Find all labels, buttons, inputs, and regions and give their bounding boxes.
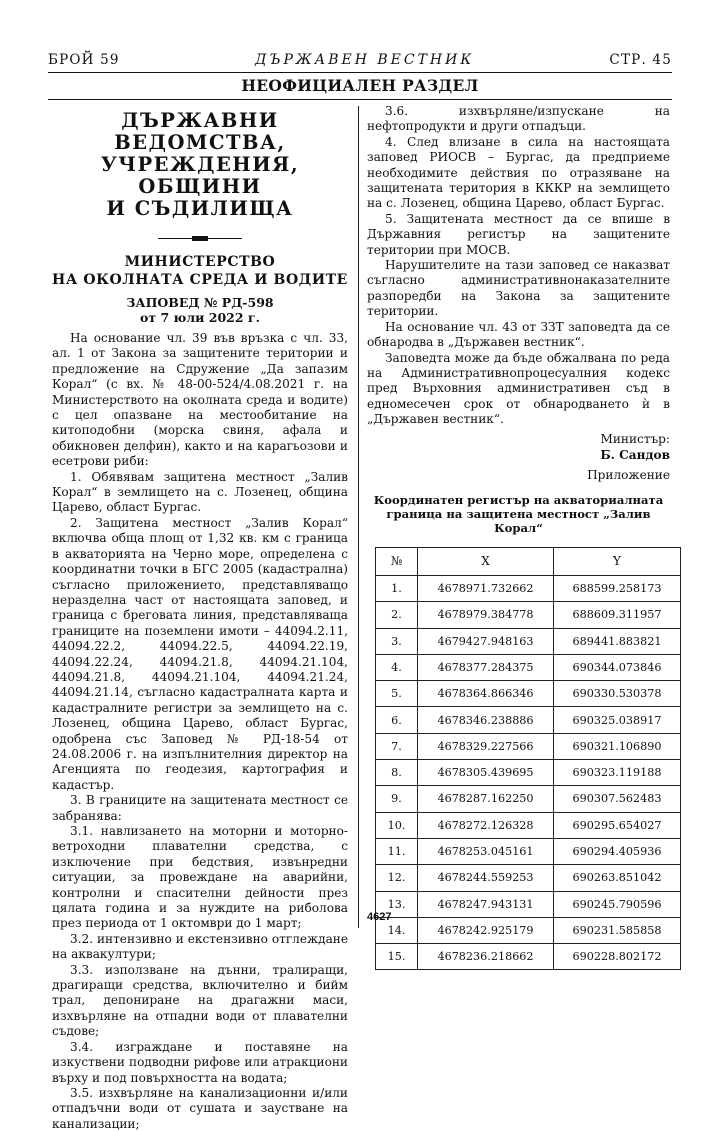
header-x: X — [418, 547, 554, 575]
coordinates-table — [375, 547, 681, 970]
header-number: № — [376, 547, 418, 575]
cell-y: 690228.802172 — [554, 944, 681, 970]
section-rule — [48, 99, 672, 100]
cell-x: 4679427.948163 — [418, 628, 554, 654]
cell-y: 690294.405936 — [554, 838, 681, 864]
table-row — [376, 707, 681, 733]
table-row — [376, 654, 681, 680]
cell-x: 4678244.559253 — [418, 865, 554, 891]
ministry-name: МИНИСТЕРСТВО НА ОКОЛНАТА СРЕДА И ВОДИТЕ — [52, 254, 348, 288]
order-title: ЗАПОВЕД № РД-598 от 7 юли 2022 г. — [126, 295, 274, 325]
section-title: НЕОФИЦИАЛЕН РАЗДЕЛ — [241, 76, 479, 95]
paragraph: 2. Защитена местност „Залив Корал“ включва обща площ от 1,32 кв. км с граница в акваторията на Черно море, определена с координатни точки в БГС 2005 (кадастрална) съгласно приложението, представляващо неразделна част от настоящата заповед, и граница с бреговата линия, представляваща границите на поземлени имоти – 44094.2.11, 44094.22.2, 44094.22.5, 44094.22.19, 44094.22.24, 44094.21.8, 44094.21.104, 44094.21.8, 44094.21.104, 44094.21.24, 44094.21.14, съгласно кадастралната карта и кадастралните регистри за землището на с. Лозенец, община Царево, област Бургас, одобрена със Заповед № РД-18-54 от 24.08.2006 г. на изпълнителния директор на Агенцията по геодезия, картография и кадастър. — [52, 515, 348, 792]
cell-number: 7. — [376, 733, 418, 759]
paragraph: 3.3. използване на дънни, тралиращи, драгиращи средства, включително и бийм трал, депониране на драгажни маси, изхвърляне на отпадни води от плавателни съдове; — [52, 962, 348, 1039]
running-header — [48, 50, 672, 70]
left-column — [52, 108, 348, 1132]
table-row — [376, 865, 681, 891]
cell-number: 5. — [376, 681, 418, 707]
table-row — [376, 944, 681, 970]
cell-y: 688609.311957 — [554, 602, 681, 628]
cell-number: 13. — [376, 891, 418, 917]
table-row — [376, 917, 681, 943]
paragraph: 5. Защитената местност да се впише в Държавния регистър на защитените територии при МОСВ. — [367, 211, 670, 257]
table-row — [376, 786, 681, 812]
cell-y: 688599.258173 — [554, 575, 681, 601]
signature-title: Министър: — [600, 431, 670, 446]
cell-x: 4678247.943131 — [418, 891, 554, 917]
table-row — [376, 812, 681, 838]
cell-x: 4678272.126328 — [418, 812, 554, 838]
cell-y: 690245.790596 — [554, 891, 681, 917]
cell-y: 690307.562483 — [554, 786, 681, 812]
cell-number: 8. — [376, 760, 418, 786]
table-header-row — [376, 547, 681, 575]
table-row — [376, 838, 681, 864]
paragraph: 1. Обявявам защитена местност „Залив Корал“ в землището на с. Лозенец, община Царево, област Бургас. — [52, 469, 348, 515]
cell-x: 4678287.162250 — [418, 786, 554, 812]
cell-number: 12. — [376, 865, 418, 891]
signature-name: Б. Сандов — [600, 447, 670, 462]
cell-number: 3. — [376, 628, 418, 654]
page-number: 4627 — [367, 911, 392, 923]
cell-x: 4678242.925179 — [418, 917, 554, 943]
cell-x: 4678364.866346 — [418, 681, 554, 707]
table-row — [376, 628, 681, 654]
paragraph: 3.6. изхвърляне/изпускане на нефтопродукти и други отпадъци. — [367, 104, 670, 134]
paragraph: 3.2. интензивно и екстензивно отглеждане на аквакултури; — [52, 931, 348, 962]
table-row — [376, 575, 681, 601]
header-y: Y — [554, 547, 681, 575]
cell-y: 690321.106890 — [554, 733, 681, 759]
table-row — [376, 602, 681, 628]
cell-y: 690323.119188 — [554, 760, 681, 786]
cell-number: 6. — [376, 707, 418, 733]
cell-y: 690231.585858 — [554, 917, 681, 943]
cell-x: 4678377.284375 — [418, 654, 554, 680]
cell-x: 4678253.045161 — [418, 838, 554, 864]
paragraph: 3. В границите на защитената местност се забранява: — [52, 793, 348, 823]
header-rule — [48, 72, 672, 73]
cell-y: 690263.851042 — [554, 865, 681, 891]
table-row — [376, 891, 681, 917]
cell-y: 690344.073846 — [554, 654, 681, 680]
paragraph: 3.1. навлизането на моторни и моторно-ветроходни плавателни средства, с изключение при бедствия, извънредни ситуации, за провеждане на аварийни, контролни и спасителни дейности през цялата година и за нуждите на риболова през периода от 1 октомври до 1 март; — [52, 824, 348, 931]
paragraph: Нарушителите на тази заповед се наказват съгласно административнонаказателните разпоредби на Закона за защитените територии. — [367, 258, 670, 319]
cell-number: 2. — [376, 602, 418, 628]
cell-number: 4. — [376, 654, 418, 680]
section-heading: ДЪРЖАВНИ ВЕДОМСТВА, УЧРЕЖДЕНИЯ, ОБЩИНИ И СЪДИЛИЩА — [100, 109, 300, 220]
cell-number: 11. — [376, 838, 418, 864]
paragraph: На основание чл. 43 от ЗЗТ заповедта да се обнародва в „Държавен вестник“. — [367, 319, 670, 350]
cell-number: 15. — [376, 944, 418, 970]
cell-number: 1. — [376, 575, 418, 601]
cell-x: 4678329.227566 — [418, 733, 554, 759]
cell-x: 4678346.238886 — [418, 707, 554, 733]
cell-y: 690330.530378 — [554, 681, 681, 707]
ornament-divider — [52, 236, 348, 241]
cell-number: 9. — [376, 786, 418, 812]
cell-y: 689441.883821 — [554, 628, 681, 654]
paragraph: 4. След влизане в сила на настоящата заповед РИОСВ – Бургас, да предприеме необходимите действия по отразяване на защитената територия в КККР на землището на с. Лозенец, община Царево, област Бургас. — [367, 134, 670, 211]
cell-x: 4678979.384778 — [418, 602, 554, 628]
appendix-label: Приложение — [587, 467, 670, 482]
cell-x: 4678236.218662 — [418, 944, 554, 970]
newspaper-title: ДЪРЖАВЕН ВЕСТНИК — [254, 52, 475, 68]
paragraph: 3.4. изграждане и поставяне на изкуствени подводни рифове или атракциони върху и под повърхността на водата; — [52, 1039, 348, 1085]
cell-x: 4678971.732662 — [418, 575, 554, 601]
cell-y: 690325.038917 — [554, 707, 681, 733]
column-divider — [358, 106, 359, 928]
table-row — [376, 733, 681, 759]
paragraph: Заповедта може да бъде обжалвана по реда на Административнопроцесуалния кодекс пред Върховния административен съд в едномесечен срок от обнародването ѝ в „Държавен вестник“. — [367, 350, 670, 427]
cell-y: 690295.654027 — [554, 812, 681, 838]
cell-number: 10. — [376, 812, 418, 838]
table-row — [376, 681, 681, 707]
cell-x: 4678305.439695 — [418, 760, 554, 786]
table-row — [376, 760, 681, 786]
right-column — [367, 104, 670, 970]
paragraph: 3.5. изхвърляне на канализационни и/или отпадъчни води от сушата и заустване на канализации; — [52, 1085, 348, 1131]
cell-number: 14. — [376, 917, 418, 943]
table-title: Координатен регистър на акваториалната граница на защитена местност „Залив Корал“ — [373, 492, 664, 535]
paragraph: На основание чл. 39 във връзка с чл. 33, ал. 1 от Закона за защитените територии и предложение на Сдружение „Да запазим Корал“ (с вх. № 48-00-524/4.08.2021 г. на Министерството на околната среда и водите) с цел опазване на местообитание на китоподобни (морска свиня, афала и обикновен делфин), както и на карагьозови и есетрови риби: — [52, 331, 348, 469]
page-label: СТР. 45 — [609, 52, 672, 68]
issue-number: БРОЙ 59 — [48, 52, 120, 68]
